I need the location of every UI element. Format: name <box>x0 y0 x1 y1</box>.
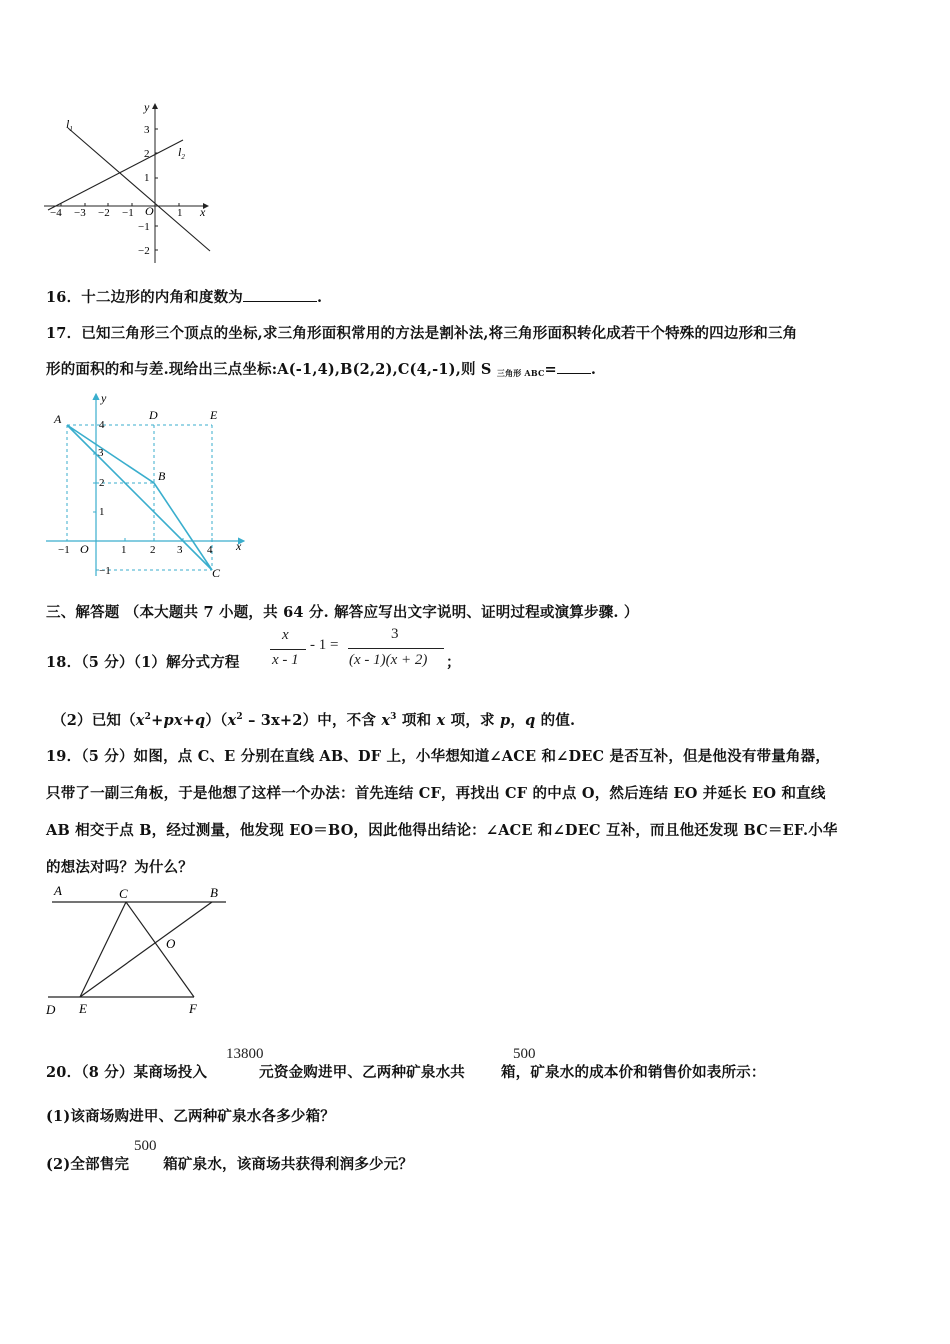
text-segment: ）（ <box>205 712 228 729</box>
question-19-line-2: 只带了一副三角板，于是他想了这样一个办法：首先连结 CF，再找出 CF 的中点 O，然后连结 EO 并延长 EO 和直线 <box>46 785 826 802</box>
text-segment: 的值. <box>535 712 576 729</box>
x-tick-label: −1 <box>122 207 134 219</box>
l2-label: $l_2$ <box>178 145 185 161</box>
amount-13800: 13800 <box>226 1046 264 1062</box>
y-tick-label: −1 <box>99 565 111 577</box>
question-19-line-1: 19．（5 分）如图，点 C、E 分别在直线 AB、DF 上，小华想知道∠ACE 和∠DEC 是否互补，但是他没有带量角器， <box>46 748 831 765</box>
x-tick-label: −4 <box>50 207 62 219</box>
question-17-line-2 <box>46 358 596 379</box>
equals-sign: = <box>544 361 557 378</box>
fraction-1-denominator: x - 1 <box>272 652 299 668</box>
math-var: x <box>135 712 145 729</box>
triangle-abc <box>67 425 212 570</box>
text-segment: 项和 <box>396 712 437 729</box>
math-var: q <box>525 712 536 729</box>
fraction-1-numerator: x <box>282 627 289 643</box>
text-segment: 20．（8 分）某商场投入 <box>46 1064 208 1081</box>
origin-label: O <box>145 204 154 218</box>
exponent: 2 <box>144 712 152 722</box>
y-axis-label: y <box>101 391 107 405</box>
math-var: x <box>381 712 391 729</box>
question-16 <box>46 286 322 307</box>
question-20-sub-1: (1)该商场购进甲、乙两种矿泉水各多少箱？ <box>46 1108 336 1125</box>
label-o: O <box>166 936 176 951</box>
point-e-label: E <box>210 408 218 422</box>
label-a: A <box>54 883 62 898</box>
question-18-part-1-end: ； <box>446 654 461 671</box>
y-tick-label: 1 <box>144 172 150 184</box>
y-tick-label: 2 <box>144 148 150 160</box>
minus-one-equals: - 1 = <box>310 637 339 653</box>
y-tick-label: 1 <box>99 506 105 518</box>
question-20-sub-2 <box>46 1153 413 1174</box>
text-segment: ， <box>510 712 526 729</box>
question-18-part-2 <box>52 709 575 730</box>
math-var: x <box>436 712 446 729</box>
fraction-2-numerator: 3 <box>391 626 399 642</box>
area-subscript: 三角形 ABC <box>496 368 545 378</box>
label-e: E <box>79 1001 87 1016</box>
boxes-500-sub2: 500 <box>134 1138 157 1154</box>
y-tick-label: −1 <box>138 221 150 233</box>
question-18-text: 18．（5 分）（1）解分式方程 <box>46 654 240 671</box>
x-tick-label: 4 <box>207 544 213 556</box>
question-20 <box>46 1061 766 1082</box>
text-segment: (2)全部售完 <box>46 1156 130 1173</box>
question-19-line-4: 的想法对吗？为什么？ <box>46 859 193 876</box>
y-tick-label: 3 <box>98 447 104 459</box>
point-a-label: A <box>54 412 62 426</box>
x-tick-label: 1 <box>121 544 127 556</box>
fraction-2-bar <box>348 648 444 649</box>
text-segment: ）中，不含 <box>302 712 382 729</box>
text-segment: 项，求 <box>445 712 501 729</box>
point-b-label: B <box>158 469 166 483</box>
x-tick-label: 3 <box>177 544 183 556</box>
question-17-end: . <box>590 361 597 378</box>
y-tick-label: −2 <box>138 245 150 257</box>
x-tick-label: −1 <box>58 544 70 556</box>
l1-label: $l_1$ <box>66 117 73 133</box>
answer-blank[interactable] <box>557 361 591 374</box>
text-segment: 箱矿泉水，该商场共获得利润多少元？ <box>163 1156 414 1173</box>
x-tick-label: −3 <box>74 207 86 219</box>
question-19-line-3: AB 相交于点 B，经过测量，他发现 EO＝BO，因此他得出结论：∠ACE 和∠DEC 互补，而且他还发现 BC＝EF.小华 <box>46 822 838 839</box>
x-axis-label: x <box>200 205 206 219</box>
question-17-text: 形的面积的和与差.现给出三点坐标:A(-1,4),B(2,2),C(4,-1),则 S <box>46 361 497 378</box>
section-3-heading: 三、解答题 （本大题共 7 小题，共 64 分. 解答应写出文字说明、证明过程或演算步骤. ） <box>46 604 639 621</box>
y-tick-label: 4 <box>99 419 105 431</box>
x-tick-label: −2 <box>98 207 110 219</box>
fraction-1-bar <box>270 649 306 650</box>
question-16-end: . <box>316 289 323 306</box>
line-l2 <box>48 140 183 210</box>
origin-label: O <box>80 542 89 556</box>
text-segment: 箱，矿泉水的成本价和销售价如表所示： <box>500 1064 766 1081</box>
math-expr: +px+q <box>151 712 206 729</box>
label-f: F <box>189 1001 197 1016</box>
math-var: p <box>500 712 511 729</box>
answer-blank[interactable] <box>243 289 317 302</box>
label-d: D <box>46 1002 56 1017</box>
math-var: x <box>227 712 237 729</box>
segment-eb <box>80 902 212 997</box>
exponent: 3 <box>390 712 397 722</box>
label-c: C <box>119 886 128 901</box>
y-axis-label: y <box>144 100 150 114</box>
x-tick-label: 2 <box>150 544 156 556</box>
fraction-2-denominator: (x - 1)(x + 2) <box>349 652 428 668</box>
figure-triangle-abc <box>40 388 260 588</box>
label-b: B <box>210 885 218 900</box>
boxes-500: 500 <box>513 1046 536 1062</box>
exponent: 2 <box>236 712 243 722</box>
math-expr: – 3x+2 <box>242 712 303 729</box>
text-segment: （2）已知（ <box>52 712 136 729</box>
figure-two-lines <box>40 98 220 268</box>
question-18-part-1 <box>46 651 240 672</box>
y-tick-label: 2 <box>99 477 105 489</box>
point-c-label: C <box>212 566 221 580</box>
question-17-line-1: 17．已知三角形三个顶点的坐标,求三角形面积常用的方法是割补法,将三角形面积转化成若干个特殊的四边形和三角 <box>46 325 798 342</box>
x-axis-label: x <box>236 539 242 553</box>
segment-ce <box>80 902 126 997</box>
segment-cf <box>126 902 194 997</box>
x-tick-label: 1 <box>177 207 183 219</box>
figure-geometry-19 <box>40 880 240 1020</box>
question-16-text: 16．十二边形的内角和度数为 <box>46 289 243 306</box>
point-d-label: D <box>149 408 158 422</box>
y-tick-label: 3 <box>144 124 150 136</box>
text-segment: 元资金购进甲、乙两种矿泉水共 <box>259 1064 465 1081</box>
